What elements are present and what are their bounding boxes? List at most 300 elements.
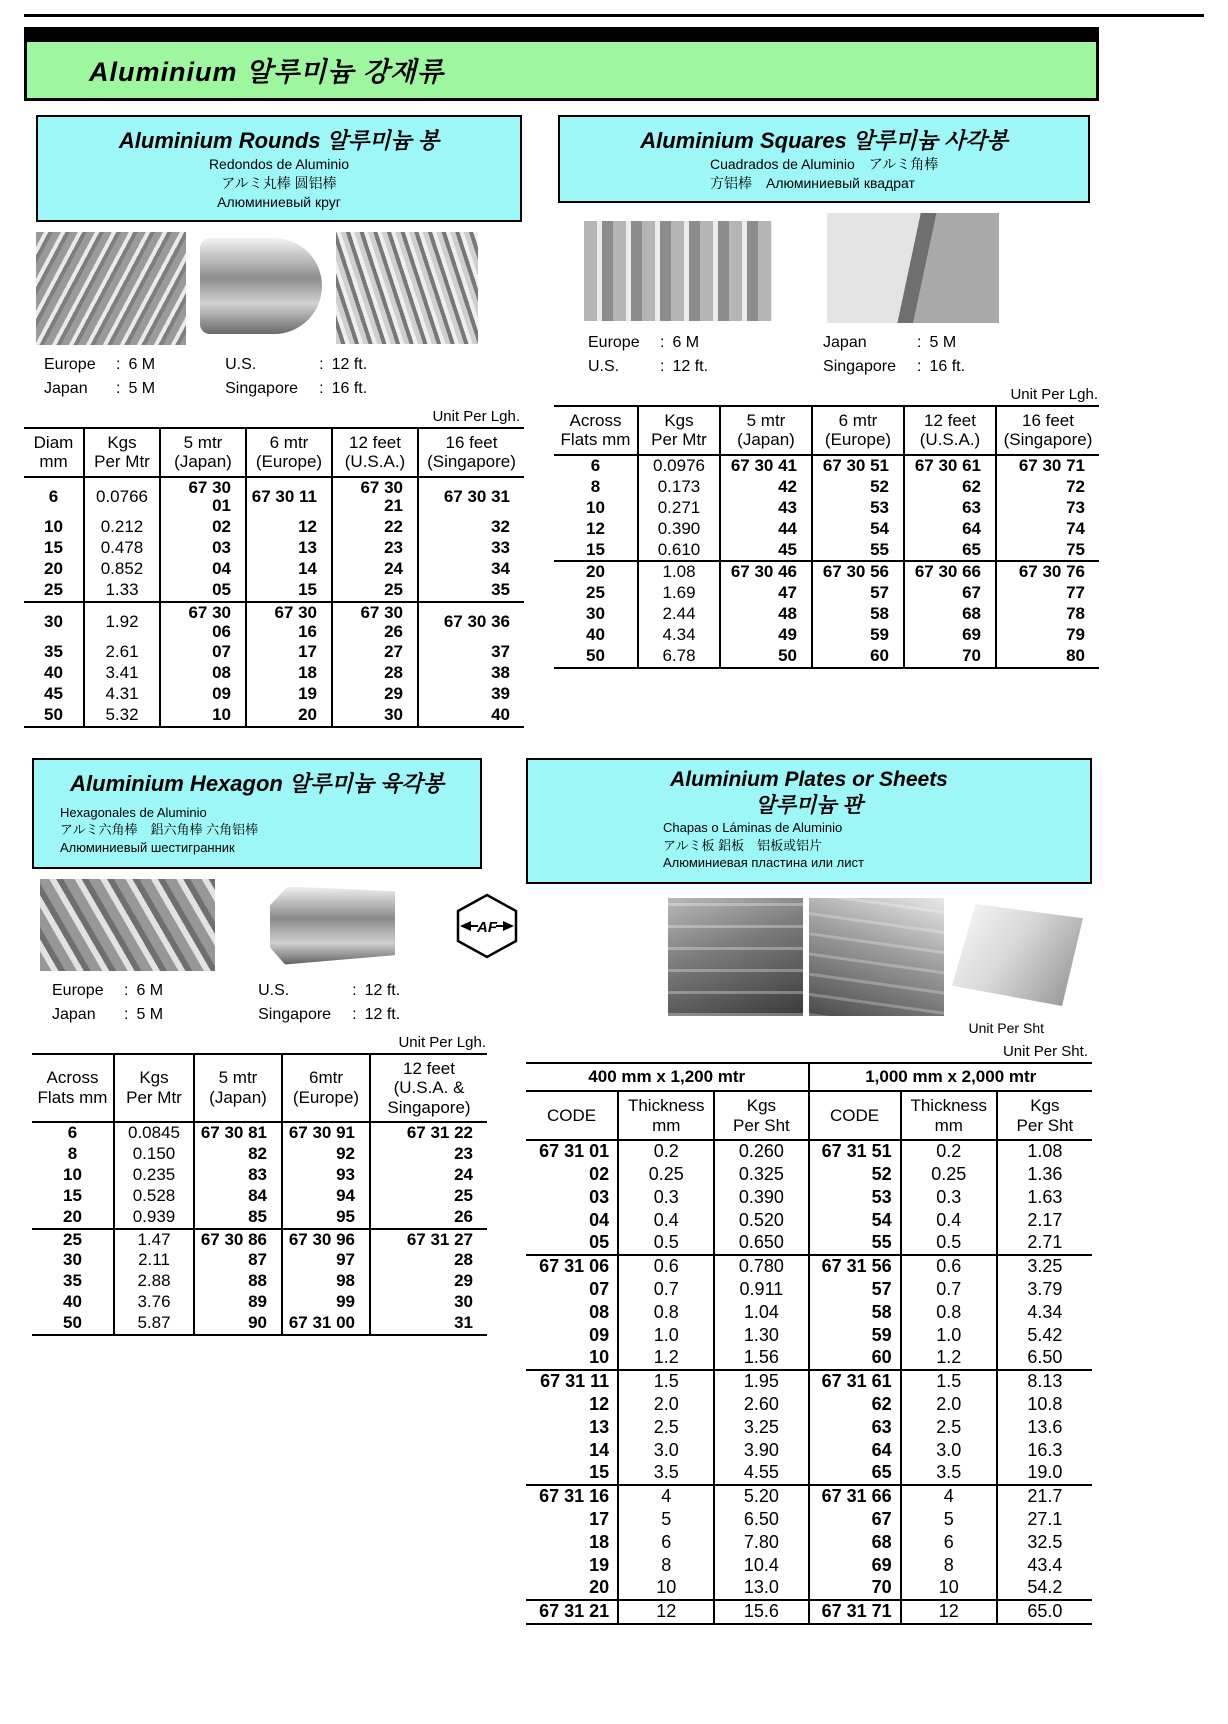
table-cell: 85 — [194, 1207, 282, 1229]
table-cell: 25 — [332, 580, 418, 602]
table-cell: 13 — [246, 538, 332, 559]
table-row — [32, 1229, 487, 1251]
table-cell: 1.36 — [997, 1163, 1092, 1186]
table-cell: 16.3 — [997, 1439, 1092, 1462]
colon: : — [352, 981, 357, 999]
rounds-subtitle-es: Redondos de Aluminio — [208, 156, 350, 172]
table-row — [32, 1122, 487, 1144]
column-header: 5 mtr (Japan) — [160, 428, 246, 477]
table-cell: 6 — [32, 1122, 114, 1144]
table-cell: 2.5 — [901, 1416, 997, 1439]
table-cell: 67 31 00 — [282, 1313, 370, 1335]
table-cell: 0.3 — [618, 1186, 714, 1209]
column-header: Kgs Per Mtr — [638, 406, 720, 455]
table-cell: 3.25 — [714, 1416, 808, 1439]
length-region: Singapore — [823, 357, 896, 375]
length-line — [258, 979, 400, 1003]
table-cell: 0.780 — [714, 1255, 808, 1278]
table-cell: 0.2 — [618, 1140, 714, 1163]
table-cell: 2.60 — [714, 1393, 808, 1416]
table-row — [526, 1186, 1092, 1209]
column-header: CODE — [809, 1091, 901, 1140]
table-cell: 2.61 — [84, 642, 160, 663]
length-value: 6 M — [136, 981, 164, 999]
rounds-lengths-col2 — [225, 353, 367, 401]
table-cell: 17 — [246, 642, 332, 663]
table-cell: 1.56 — [714, 1347, 808, 1370]
af-label: AF — [477, 918, 497, 936]
plates-subtitle-es: Chapas o Láminas de Aluminio — [663, 820, 843, 836]
rounds-title: Aluminium Rounds 알루미늄 봉 — [118, 128, 440, 153]
table-cell: 25 — [44, 580, 63, 600]
table-cell: 18 — [246, 663, 332, 684]
length-value: 12 ft. — [364, 981, 401, 999]
table-cell: 50 — [44, 705, 63, 725]
table-cell: 68 — [904, 604, 996, 625]
table-cell: 35 — [63, 1271, 82, 1291]
table-row — [526, 1324, 1092, 1347]
table-cell: 0.650 — [714, 1232, 808, 1255]
table-cell: 70 — [809, 1577, 901, 1600]
table-cell: 67 30 31 — [418, 477, 524, 517]
column-header: Kgs Per Sht — [997, 1091, 1092, 1140]
column-header: Diam mm — [24, 428, 84, 477]
table-cell: 8.13 — [997, 1370, 1092, 1393]
table-cell: 0.610 — [638, 540, 720, 562]
table-cell: 21.7 — [997, 1485, 1092, 1508]
table-row — [24, 684, 524, 705]
table-cell: 74 — [996, 519, 1099, 540]
rounds-subtitle-ru: Алюминиевый круг — [217, 193, 341, 210]
table-cell: 58 — [812, 604, 904, 625]
table-cell: 20 — [246, 705, 332, 727]
squares-photos — [554, 213, 1102, 323]
plates-photo-2 — [809, 898, 944, 1016]
table-cell: 19 — [246, 684, 332, 705]
table-cell: 30 — [332, 705, 418, 727]
length-value: 5 M — [128, 379, 156, 397]
colon: : — [124, 1005, 129, 1023]
table-cell: 27 — [332, 642, 418, 663]
table-cell: 62 — [904, 477, 996, 498]
table-cell: 0.325 — [714, 1163, 808, 1186]
table-row — [24, 642, 524, 663]
table-cell: 20 — [554, 561, 638, 583]
hexagon-photos — [32, 879, 497, 971]
length-region: U.S. — [588, 357, 620, 375]
table-row — [526, 1301, 1092, 1324]
table-cell: 50 — [63, 1313, 82, 1333]
table-cell: 43.4 — [997, 1554, 1092, 1577]
length-line — [52, 1003, 163, 1027]
table-cell: 40 — [586, 625, 605, 645]
table-cell: 2.44 — [638, 604, 720, 625]
table-row — [526, 1278, 1092, 1301]
table-cell: 67 30 46 — [720, 561, 812, 583]
table-cell: 8 — [590, 476, 601, 496]
length-line — [258, 1003, 400, 1027]
table-cell: 38 — [418, 663, 524, 684]
table-cell: 05 — [160, 580, 246, 602]
table-cell: 67 30 11 — [246, 477, 332, 517]
table-row — [554, 561, 1099, 583]
length-line — [44, 353, 155, 377]
plates-photos — [668, 898, 1092, 1016]
colon: : — [124, 981, 129, 999]
table-cell: 24 — [370, 1165, 487, 1186]
table-cell: 42 — [720, 477, 812, 498]
table-cell: 94 — [282, 1186, 370, 1207]
table-row — [526, 1531, 1092, 1554]
table-cell: 67 30 16 — [246, 602, 332, 642]
length-value: 6 M — [672, 333, 700, 351]
table-cell: 0.852 — [84, 559, 160, 580]
table-cell: 67 31 11 — [526, 1370, 618, 1393]
table-cell: 50 — [720, 646, 812, 668]
table-cell: 0.0976 — [638, 455, 720, 477]
table-cell: 67 31 27 — [370, 1229, 487, 1251]
column-header: 6 mtr (Europe) — [246, 428, 332, 477]
table-cell: 45 — [720, 540, 812, 562]
table-row — [526, 1462, 1092, 1485]
table-row — [32, 1250, 487, 1271]
table-cell: 67 31 51 — [809, 1140, 901, 1163]
table-cell: 39 — [418, 684, 524, 705]
rounds-lengths-col1 — [44, 353, 155, 401]
table-row — [554, 646, 1099, 668]
table-cell: 6.78 — [638, 646, 720, 668]
table-cell: 0.478 — [84, 538, 160, 559]
table-cell: 3.5 — [901, 1462, 997, 1485]
length-region: Japan — [823, 333, 867, 351]
table-cell: 15 — [246, 580, 332, 602]
table-row — [32, 1207, 487, 1229]
table-cell: 48 — [720, 604, 812, 625]
hexagon-bundle-photo — [40, 879, 215, 971]
colon: : — [660, 333, 665, 351]
table-cell: 67 31 56 — [809, 1255, 901, 1278]
table-cell: 67 30 86 — [194, 1229, 282, 1251]
table-row — [32, 1292, 487, 1313]
plates-header — [526, 758, 1092, 884]
hexagon-subtitle-jp-cn: アルミ六角棒 鋁六角棒 六角铝棒 — [60, 822, 259, 838]
table-cell: 40 — [44, 663, 63, 683]
table-cell: 50 — [586, 645, 605, 665]
squares-subtitle-es-jp: Cuadrados de Aluminio アルミ角棒 — [710, 156, 939, 172]
table-cell: 64 — [904, 519, 996, 540]
table-cell: 4 — [901, 1485, 997, 1508]
table-cell: 30 — [63, 1250, 82, 1270]
length-value: 12 ft. — [364, 1005, 401, 1023]
table-cell: 10 — [618, 1577, 714, 1600]
column-header: 6mtr (Europe) — [282, 1054, 370, 1123]
table-cell: 67 31 01 — [526, 1140, 618, 1163]
table-cell: 13 — [589, 1416, 610, 1437]
plates-subtitle-jp-cn: アルミ板 鋁板 铝板或铝片 — [663, 837, 823, 853]
column-header: Kgs Per Sht — [714, 1091, 808, 1140]
table-cell: 0.173 — [638, 477, 720, 498]
table-cell: 92 — [282, 1144, 370, 1165]
table-cell: 3.5 — [618, 1462, 714, 1485]
length-region: Europe — [52, 981, 104, 999]
table-cell: 67 31 66 — [809, 1485, 901, 1508]
table-row — [526, 1393, 1092, 1416]
table-cell: 67 30 41 — [720, 455, 812, 477]
table-cell: 32.5 — [997, 1531, 1092, 1554]
column-header: Across Flats mm — [554, 406, 638, 455]
table-cell: 02 — [589, 1163, 610, 1184]
table-cell: 12 — [586, 518, 605, 538]
table-cell: 52 — [809, 1163, 901, 1186]
table-cell: 63 — [809, 1416, 901, 1439]
table-cell: 1.5 — [618, 1370, 714, 1393]
table-cell: 67 30 01 — [160, 477, 246, 517]
table-cell: 22 — [332, 517, 418, 538]
squares-subtitle-cn-ru: 方铝棒 Алюминиевый квадрат — [710, 174, 915, 191]
table-cell: 03 — [160, 538, 246, 559]
table-row — [32, 1186, 487, 1207]
table-cell: 28 — [332, 663, 418, 684]
table-cell: 57 — [809, 1278, 901, 1301]
table-cell: 4 — [618, 1485, 714, 1508]
colon: : — [917, 333, 922, 351]
table-cell: 3.76 — [114, 1292, 194, 1313]
table-cell: 54 — [812, 519, 904, 540]
table-cell: 15.6 — [714, 1600, 808, 1624]
table-cell: 90 — [194, 1313, 282, 1335]
squares-lengths-col2 — [823, 331, 965, 379]
table-cell: 45 — [44, 684, 63, 704]
table-cell: 6.50 — [997, 1347, 1092, 1370]
table-row — [24, 705, 524, 727]
table-cell: 1.2 — [901, 1347, 997, 1370]
table-cell: 8 — [618, 1554, 714, 1577]
table-cell: 0.150 — [114, 1144, 194, 1165]
table-cell: 7.80 — [714, 1531, 808, 1554]
table-row — [24, 559, 524, 580]
table-cell: 09 — [589, 1324, 610, 1345]
table-cell: 60 — [809, 1347, 901, 1370]
table-cell: 29 — [370, 1271, 487, 1292]
af-arrowhead-right — [503, 921, 514, 931]
squares-header — [558, 115, 1090, 203]
plates-photo-3 — [950, 898, 1085, 1016]
table-cell: 67 30 21 — [332, 477, 418, 517]
colon: : — [319, 379, 324, 397]
length-region: Europe — [44, 355, 96, 373]
column-header: 5 mtr (Japan) — [720, 406, 812, 455]
table-cell: 67 30 91 — [282, 1122, 370, 1144]
squares-bundle-photo — [584, 221, 772, 321]
table-cell: 67 30 96 — [282, 1229, 370, 1251]
table-cell: 4.55 — [714, 1462, 808, 1485]
table-cell: 12 — [618, 1600, 714, 1624]
rounds-photos — [24, 232, 524, 345]
rounds-subtitle-jp-cn: アルミ丸棒 圆铝棒 — [221, 174, 337, 191]
table-cell: 0.390 — [638, 519, 720, 540]
table-row — [24, 538, 524, 559]
table-row — [526, 1255, 1092, 1278]
column-header: Kgs Per Mtr — [84, 428, 160, 477]
table-cell: 15 — [586, 539, 605, 559]
table-cell: 2.0 — [901, 1393, 997, 1416]
table-row — [32, 1144, 487, 1165]
table-cell: 8 — [67, 1144, 78, 1164]
table-cell: 0.6 — [901, 1255, 997, 1278]
section-plates — [526, 758, 1092, 1625]
length-value: 5 M — [929, 333, 957, 351]
table-cell: 1.92 — [84, 602, 160, 642]
column-header: 12 feet (U.S.A.) — [904, 406, 996, 455]
table-cell: 54.2 — [997, 1577, 1092, 1600]
colon: : — [319, 355, 324, 373]
table-cell: 5 — [618, 1508, 714, 1531]
table-cell: 65 — [904, 540, 996, 562]
squares-lengths — [554, 331, 1102, 379]
table-cell: 08 — [160, 663, 246, 684]
table-row — [526, 1485, 1092, 1508]
table-cell: 4.31 — [84, 684, 160, 705]
table-cell: 25 — [370, 1186, 487, 1207]
table-cell: 10 — [44, 517, 63, 537]
table-cell: 82 — [194, 1144, 282, 1165]
table-cell: 0.235 — [114, 1165, 194, 1186]
hexagon-lengths-col2 — [258, 979, 400, 1027]
table-cell: 44 — [720, 519, 812, 540]
table-cell: 67 30 61 — [904, 455, 996, 477]
plates-unit-note: Unit Per Sht. — [1002, 1043, 1088, 1061]
table-cell: 0.2 — [901, 1140, 997, 1163]
table-cell: 88 — [194, 1271, 282, 1292]
table-cell: 15 — [63, 1186, 82, 1206]
length-value: 16 ft. — [331, 379, 368, 397]
table-cell: 03 — [589, 1186, 610, 1207]
table-cell: 0.520 — [714, 1209, 808, 1232]
round-bar-photo — [200, 238, 322, 334]
table-cell: 25 — [586, 583, 605, 603]
table-row — [526, 1508, 1092, 1531]
table-cell: 6 — [618, 1531, 714, 1554]
table-row — [526, 1600, 1092, 1624]
table-cell: 67 31 21 — [526, 1600, 618, 1624]
table-cell: 0.0766 — [84, 477, 160, 517]
squares-lengths-col1 — [588, 331, 708, 379]
table-row — [24, 477, 524, 517]
table-cell: 6.50 — [714, 1508, 808, 1531]
table-cell: 1.63 — [997, 1186, 1092, 1209]
table-row — [526, 1232, 1092, 1255]
table-cell: 67 31 16 — [526, 1485, 618, 1508]
rounds-bundle-photo — [36, 232, 186, 345]
table-cell: 10 — [589, 1347, 610, 1368]
table-row — [24, 602, 524, 642]
table-cell: 08 — [589, 1301, 610, 1322]
table-cell: 14 — [589, 1439, 610, 1460]
table-cell: 17 — [589, 1508, 610, 1529]
table-cell: 0.7 — [901, 1278, 997, 1301]
table-cell: 79 — [996, 625, 1099, 646]
plates-table — [526, 1062, 1092, 1625]
table-row — [32, 1165, 487, 1186]
table-cell: 64 — [809, 1439, 901, 1462]
table-cell: 0.911 — [714, 1278, 808, 1301]
table-cell: 24 — [332, 559, 418, 580]
table-cell: 62 — [809, 1393, 901, 1416]
colon: : — [917, 357, 922, 375]
table-cell: 72 — [996, 477, 1099, 498]
table-cell: 20 — [44, 559, 63, 579]
table-cell: 6 — [901, 1531, 997, 1554]
table-cell: 0.8 — [618, 1301, 714, 1324]
table-cell: 87 — [194, 1250, 282, 1271]
table-cell: 3.25 — [997, 1255, 1092, 1278]
across-flats-diagram — [440, 891, 535, 963]
table-cell: 10 — [586, 497, 605, 517]
table-cell: 47 — [720, 583, 812, 604]
table-cell: 0.271 — [638, 498, 720, 519]
column-header-row — [32, 1054, 487, 1123]
table-cell: 5.87 — [114, 1313, 194, 1335]
column-header: 5 mtr (Japan) — [194, 1054, 282, 1123]
hexagon-subtitle-es: Hexagonales de Aluminio — [60, 804, 207, 820]
table-cell: 07 — [160, 642, 246, 663]
size-span-row — [526, 1063, 1092, 1091]
plates-title-line1: Aluminium Plates or Sheets — [670, 767, 948, 791]
table-cell: 18 — [589, 1531, 610, 1552]
table-cell: 58 — [809, 1301, 901, 1324]
table-cell: 77 — [996, 583, 1099, 604]
table-cell: 13.0 — [714, 1577, 808, 1600]
length-line — [588, 355, 708, 379]
table-cell: 0.390 — [714, 1186, 808, 1209]
table-cell: 55 — [812, 540, 904, 562]
table-cell: 35 — [418, 580, 524, 602]
table-cell: 53 — [812, 498, 904, 519]
table-cell: 13.6 — [997, 1416, 1092, 1439]
size-span-header: 1,000 mm x 2,000 mtr — [809, 1063, 1093, 1091]
hexagon-lengths-col1 — [52, 979, 163, 1027]
table-cell: 10 — [63, 1165, 82, 1185]
table-row — [32, 1313, 487, 1335]
table-row — [526, 1577, 1092, 1600]
section-squares — [554, 115, 1102, 669]
table-cell: 27.1 — [997, 1508, 1092, 1531]
colon: : — [352, 1005, 357, 1023]
length-line — [225, 377, 367, 401]
table-cell: 68 — [809, 1531, 901, 1554]
table-cell: 26 — [370, 1207, 487, 1229]
table-cell: 37 — [418, 642, 524, 663]
table-cell: 5 — [901, 1508, 997, 1531]
length-value: 5 M — [136, 1005, 164, 1023]
table-cell: 2.5 — [618, 1416, 714, 1439]
table-cell: 05 — [589, 1232, 610, 1253]
table-cell: 34 — [418, 559, 524, 580]
table-cell: 10.8 — [997, 1393, 1092, 1416]
rounds-table — [24, 427, 524, 728]
table-cell: 59 — [809, 1324, 901, 1347]
column-header-row — [526, 1091, 1092, 1140]
table-cell: 2.71 — [997, 1232, 1092, 1255]
table-cell: 67 31 06 — [526, 1255, 618, 1278]
table-cell: 09 — [160, 684, 246, 705]
table-cell: 70 — [904, 646, 996, 668]
table-cell: 83 — [194, 1165, 282, 1186]
table-cell: 19.0 — [997, 1462, 1092, 1485]
squares-unit-note: Unit Per Lgh. — [1010, 385, 1098, 403]
length-region: Japan — [44, 379, 88, 397]
table-cell: 12 — [589, 1393, 610, 1414]
